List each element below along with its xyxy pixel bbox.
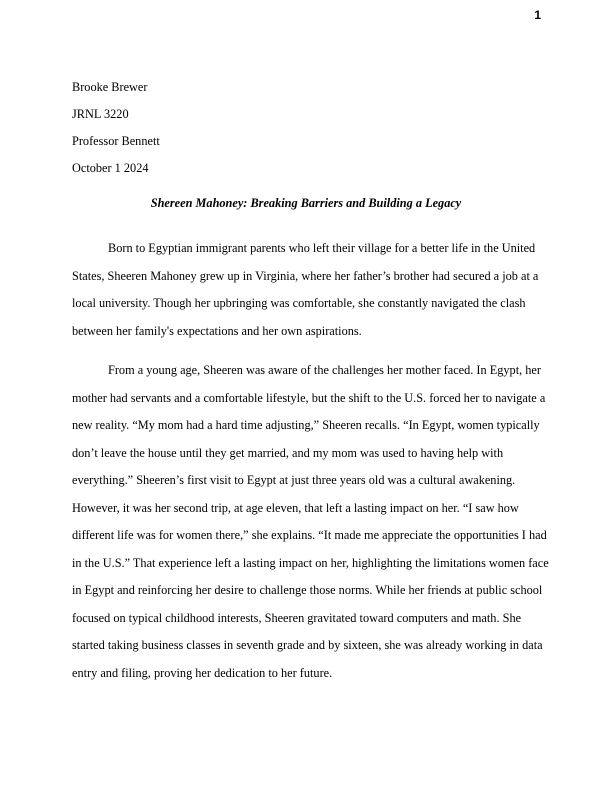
paragraph-1 xyxy=(72,235,542,345)
author-name: Brooke Brewer xyxy=(72,80,148,94)
document-header xyxy=(72,74,160,182)
text-line: in the U.S.” That experience left a lasting impact on her, highlighting the limitations women face xyxy=(72,555,549,570)
document-date: October 1 2024 xyxy=(72,161,149,175)
text-line: States, Sheeren Mahoney grew up in Virginia, where her father’s brother had secured a job at a xyxy=(72,268,539,283)
course-code: JRNL 3220 xyxy=(72,107,129,121)
text-line: in Egypt and reinforcing her desire to challenge those norms. While her friends at public school xyxy=(72,583,543,597)
text-line: different life was for women there,” she explains. “It made me appreciate the opportunities I had xyxy=(72,528,547,542)
text-line: focused on typical childhood interests, Sheeren gravitated toward computers and math. She xyxy=(72,610,522,625)
document-title: Shereen Mahoney: Breaking Barriers and Building a Legacy xyxy=(150,196,462,210)
professor-name: Professor Bennett xyxy=(72,134,160,148)
text-line: started taking business classes in seventh grade and by sixteen, she was already working in data xyxy=(72,638,543,652)
page-number: 1 xyxy=(534,8,541,22)
text-line: don’t leave the house until they get married, and my mom was used to having help with xyxy=(72,445,504,460)
text-line: new reality. “My mom had a hard time adjusting,” Sheeren recalls. “In Egypt, women typically xyxy=(72,418,540,432)
text-line: However, it was her second trip, at age eleven, that left a lasting impact on her. “I saw how xyxy=(72,500,519,515)
text-line: mother had servants and a comfortable lifestyle, but the shift to the U.S. forced her to navigate a xyxy=(72,390,546,405)
paragraph-2 xyxy=(72,357,549,687)
text-line: everything.” Sheeren’s first visit to Egypt at just three years old was a cultural awakening. xyxy=(72,473,516,487)
text-line: Born to Egyptian immigrant parents who left their village for a better life in the United xyxy=(108,241,536,255)
text-line: local university. Though her upbringing was comfortable, she constantly navigated the clash xyxy=(72,296,526,310)
text-line: entry and filing, proving her dedication to her future. xyxy=(72,665,333,680)
text-line: between her family's expectations and her own aspirations. xyxy=(72,323,362,338)
text-line: From a young age, Sheeren was aware of the challenges her mother faced. In Egypt, her xyxy=(108,363,541,377)
